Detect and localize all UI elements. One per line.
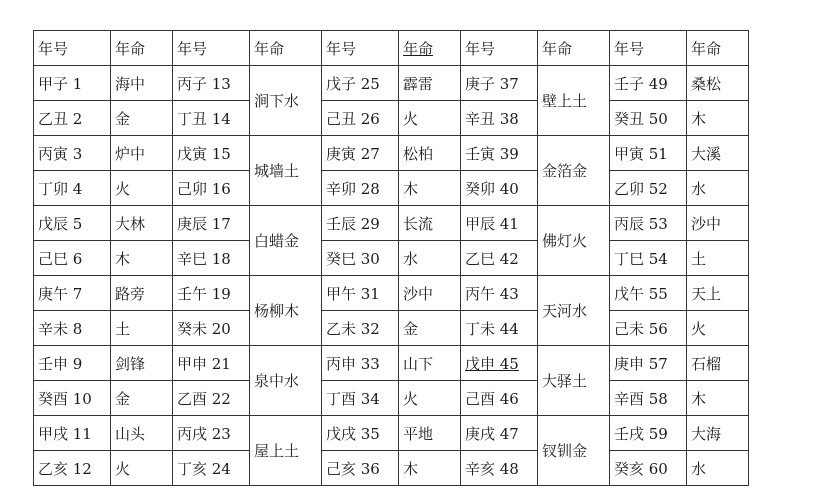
year-cell: 辛未 8 [34, 311, 111, 346]
nayin-cell: 大林 [111, 206, 173, 241]
nayin-cell: 大溪 [687, 136, 749, 171]
year-cell: 癸亥 60 [610, 451, 687, 486]
nayin-cell: 平地 [399, 416, 461, 451]
nayin-cell: 泉中水 [250, 346, 322, 416]
year-cell: 辛酉 58 [610, 381, 687, 416]
year-cell: 己丑 26 [322, 101, 399, 136]
nayin-cell: 海中 [111, 66, 173, 101]
year-cell: 乙丑 2 [34, 101, 111, 136]
year-cell: 丁卯 4 [34, 171, 111, 206]
year-cell: 己酉 46 [461, 381, 538, 416]
year-cell: 乙卯 52 [610, 171, 687, 206]
nayin-cell: 土 [687, 241, 749, 276]
nayin-cell: 火 [111, 451, 173, 486]
nayin-cell: 木 [399, 171, 461, 206]
year-cell: 庚辰 17 [173, 206, 250, 241]
year-cell: 壬寅 39 [461, 136, 538, 171]
nayin-cell: 木 [687, 381, 749, 416]
table-row [34, 311, 749, 346]
year-cell: 甲申 21 [173, 346, 250, 381]
year-cell: 己巳 6 [34, 241, 111, 276]
nayin-cell: 大海 [687, 416, 749, 451]
table-row [34, 206, 749, 241]
nayin-cell: 火 [399, 381, 461, 416]
year-cell: 壬辰 29 [322, 206, 399, 241]
nayin-cell: 石榴 [687, 346, 749, 381]
nayin-cell: 杨柳木 [250, 276, 322, 346]
nayin-cell: 木 [111, 241, 173, 276]
nayin-cell: 炉中 [111, 136, 173, 171]
year-cell: 戊申 45 [461, 346, 538, 381]
year-cell: 辛丑 38 [461, 101, 538, 136]
nayin-cell: 天河水 [538, 276, 610, 346]
nayin-cell: 剑锋 [111, 346, 173, 381]
nayin-cell: 钗钏金 [538, 416, 610, 486]
year-cell: 己亥 36 [322, 451, 399, 486]
nayin-cell: 金 [111, 381, 173, 416]
year-cell: 癸丑 50 [610, 101, 687, 136]
year-cell: 癸未 20 [173, 311, 250, 346]
year-cell: 丙子 13 [173, 66, 250, 101]
nayin-cell: 路旁 [111, 276, 173, 311]
table-row [34, 136, 749, 171]
year-cell: 壬午 19 [173, 276, 250, 311]
year-cell: 甲午 31 [322, 276, 399, 311]
table-row [34, 346, 749, 381]
nayin-cell: 水 [687, 171, 749, 206]
nayin-cell: 大驿土 [538, 346, 610, 416]
year-cell: 甲戌 11 [34, 416, 111, 451]
nayin-cell: 涧下水 [250, 66, 322, 136]
year-cell: 庚子 37 [461, 66, 538, 101]
table-row [34, 381, 749, 416]
year-cell: 乙巳 42 [461, 241, 538, 276]
nayin-table [33, 30, 749, 486]
year-cell: 庚申 57 [610, 346, 687, 381]
year-cell: 癸卯 40 [461, 171, 538, 206]
nayin-cell: 沙中 [399, 276, 461, 311]
nayin-cell: 水 [399, 241, 461, 276]
header-cell: 年命 [250, 31, 322, 66]
year-cell: 甲辰 41 [461, 206, 538, 241]
nayin-cell: 松柏 [399, 136, 461, 171]
year-cell: 庚寅 27 [322, 136, 399, 171]
header-cell: 年命 [399, 31, 461, 66]
nayin-cell: 霹雷 [399, 66, 461, 101]
table-row [34, 241, 749, 276]
year-cell: 丙戌 23 [173, 416, 250, 451]
year-cell: 庚戌 47 [461, 416, 538, 451]
nayin-cell: 木 [687, 101, 749, 136]
header-cell: 年号 [322, 31, 399, 66]
year-cell: 己卯 16 [173, 171, 250, 206]
year-cell: 戊午 55 [610, 276, 687, 311]
table-row [34, 451, 749, 486]
year-cell: 壬戌 59 [610, 416, 687, 451]
year-cell: 乙酉 22 [173, 381, 250, 416]
nayin-cell: 佛灯火 [538, 206, 610, 276]
nayin-cell: 沙中 [687, 206, 749, 241]
nayin-cell: 木 [399, 451, 461, 486]
nayin-cell: 桑松 [687, 66, 749, 101]
year-cell: 乙亥 12 [34, 451, 111, 486]
nayin-table-container [33, 30, 749, 486]
nayin-cell: 金箔金 [538, 136, 610, 206]
header-cell: 年号 [461, 31, 538, 66]
nayin-cell: 山头 [111, 416, 173, 451]
nayin-cell: 屋上土 [250, 416, 322, 486]
nayin-cell: 山下 [399, 346, 461, 381]
year-cell: 辛卯 28 [322, 171, 399, 206]
year-cell: 戊戌 35 [322, 416, 399, 451]
nayin-cell: 水 [687, 451, 749, 486]
year-cell: 壬申 9 [34, 346, 111, 381]
nayin-cell: 火 [687, 311, 749, 346]
year-cell: 辛亥 48 [461, 451, 538, 486]
year-cell: 甲寅 51 [610, 136, 687, 171]
nayin-cell: 金 [111, 101, 173, 136]
table-row [34, 276, 749, 311]
year-cell: 辛巳 18 [173, 241, 250, 276]
table-row [34, 416, 749, 451]
year-cell: 丁酉 34 [322, 381, 399, 416]
nayin-cell: 白蜡金 [250, 206, 322, 276]
header-cell: 年号 [34, 31, 111, 66]
header-cell: 年号 [173, 31, 250, 66]
table-row [34, 101, 749, 136]
nayin-cell: 金 [399, 311, 461, 346]
year-cell: 丙午 43 [461, 276, 538, 311]
year-cell: 甲子 1 [34, 66, 111, 101]
header-cell: 年命 [687, 31, 749, 66]
nayin-cell: 壁上土 [538, 66, 610, 136]
table-row [34, 66, 749, 101]
nayin-cell: 火 [399, 101, 461, 136]
year-cell: 丙寅 3 [34, 136, 111, 171]
header-cell: 年命 [111, 31, 173, 66]
year-cell: 丁亥 24 [173, 451, 250, 486]
year-cell: 丙申 33 [322, 346, 399, 381]
table-row [34, 171, 749, 206]
year-cell: 壬子 49 [610, 66, 687, 101]
header-cell: 年号 [610, 31, 687, 66]
year-cell: 戊寅 15 [173, 136, 250, 171]
year-cell: 癸巳 30 [322, 241, 399, 276]
year-cell: 戊辰 5 [34, 206, 111, 241]
year-cell: 戊子 25 [322, 66, 399, 101]
year-cell: 丁未 44 [461, 311, 538, 346]
header-row [34, 31, 749, 66]
nayin-cell: 火 [111, 171, 173, 206]
year-cell: 丙辰 53 [610, 206, 687, 241]
year-cell: 癸酉 10 [34, 381, 111, 416]
nayin-cell: 城墙土 [250, 136, 322, 206]
year-cell: 丁丑 14 [173, 101, 250, 136]
nayin-cell: 天上 [687, 276, 749, 311]
nayin-cell: 土 [111, 311, 173, 346]
year-cell: 丁巳 54 [610, 241, 687, 276]
nayin-cell: 长流 [399, 206, 461, 241]
year-cell: 乙未 32 [322, 311, 399, 346]
table-body [34, 31, 749, 486]
year-cell: 己未 56 [610, 311, 687, 346]
year-cell: 庚午 7 [34, 276, 111, 311]
header-cell: 年命 [538, 31, 610, 66]
